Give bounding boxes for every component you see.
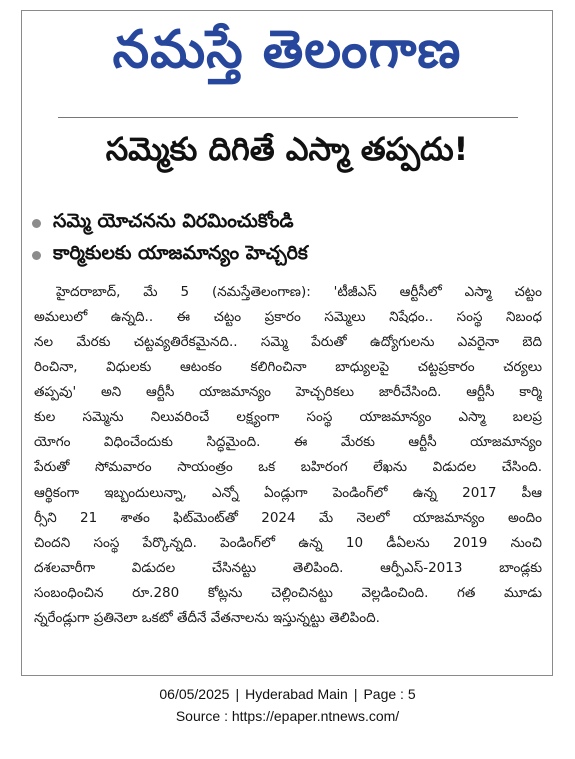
body-line-12: దశలవారీగా విడుదల చేసినట్టు తెలిపింది. ఆర్పీఎస్-2013 బాండ్లకు (34, 560, 542, 576)
body-line-4: రించినా, విధులకు ఆటంకం కలిగించినా బాధ్యులపై చట్టప్రకారం చర్యలు (34, 359, 542, 375)
bullet-icon (32, 219, 41, 228)
body-line-11: చిందని సంస్థ పేర్కొన్నది. పెండింగ్‌లో ఉన్న 10 డీఏలను 2019 నుంచి (34, 535, 542, 551)
body-line-2: అమలులో ఉన్నది.. ఈ చట్టం ప్రకారం సమ్మెలు నిషేధం.. సంస్థ నిబంధ (34, 309, 542, 325)
subhead-text: కార్మికులకు యాజమాన్యం హెచ్చరిక (53, 241, 308, 264)
footer-date: 06/05/2025 (159, 686, 230, 702)
body-line-1: హైదరాబాద్, మే 5 (నమస్తేతెలంగాణ): 'టీజీఎస్ ఆర్టీసీలో ఎస్మా చట్టం (56, 284, 542, 300)
body-line-14: న్నరేండ్లుగా ప్రతినెలా ఒకటో తేదీనే వేతనాలను ఇస్తున్నట్టు తెలిపింది. (34, 610, 380, 626)
article-clipping (21, 10, 553, 676)
subhead-1 (32, 209, 294, 237)
subhead-text: సమ్మె యోచనను విరమించుకోండి (53, 209, 294, 232)
bullet-icon (32, 251, 41, 260)
footer-source-line: Source : https://epaper.ntnews.com/ (175, 708, 400, 724)
body-line-5: తప్పవు' అని ఆర్టీసీ యాజమాన్యం హెచ్చరికలు జారీచేసింది. ఆర్టీసీ కార్మి (34, 384, 542, 400)
body-line-7: యోగం విధించేందుకు సిద్ధమైంది. ఈ మేరకు ఆర్టీసీ యాజమాన్యం (34, 434, 542, 450)
body-line-13: సంబంధించిన రూ.280 కోట్లను చెల్లించినట్టు వెల్లడించింది. గత మూడు (34, 585, 542, 601)
footer-page: Page : 5 (363, 686, 416, 702)
article-headline: సమ్మెకు దిగితే ఎస్మా తప్పదు! (105, 130, 469, 168)
footer-separator: | (353, 686, 358, 702)
newspaper-masthead: నమస్తే తెలంగాణ (112, 20, 462, 80)
body-line-3: నల మేరకు చట్టవ్యతిరేకమైనది.. సమ్మె పేరుతో ఉద్యోగులను ఎవరైనా బెది (34, 334, 542, 350)
body-line-10: ర్సీని 21 శాతం ఫిట్‌మెంట్‌తో 2024 మే నెలలో యాజమాన్యం అందిం (34, 510, 542, 526)
body-line-8: పేరుతో సోమవారం సాయంత్రం ఒక బహిరంగ లేఖను విడుదల చేసింది. (34, 459, 542, 475)
footer-separator: | (235, 686, 240, 702)
subhead-2 (32, 241, 308, 269)
body-line-9: ఆర్థికంగా ఇబ్బందులున్నా, ఎన్నో ఏండ్లుగా పెండింగ్‌లో ఉన్న 2017 పీఆ (34, 485, 542, 501)
footer-edition: Hyderabad Main (245, 686, 348, 702)
footer-edition-line (0, 686, 575, 702)
body-line-6: కుల సమ్మెను నిలువరించే లక్ష్యంగా సంస్థ యాజమాన్యం ఎస్మా బలప్ర (34, 409, 542, 425)
masthead-divider (58, 117, 518, 118)
